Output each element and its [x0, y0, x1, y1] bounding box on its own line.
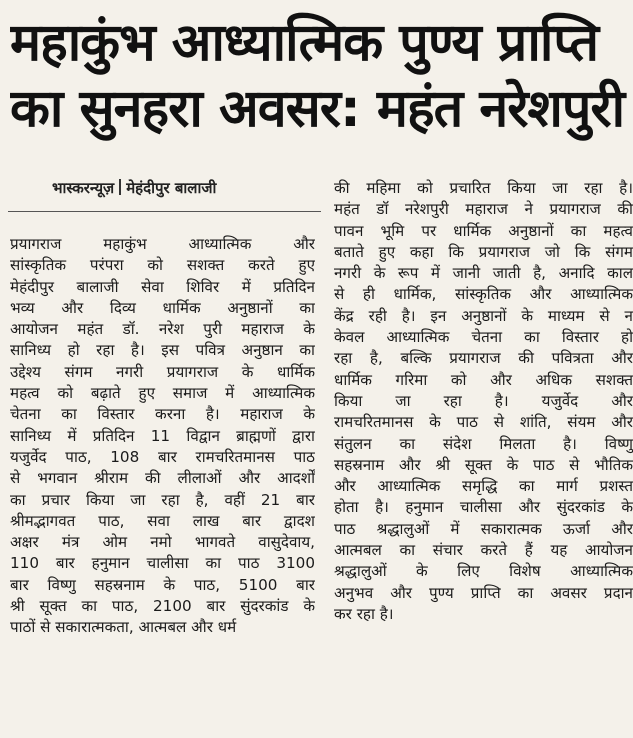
article-line: केवल आध्यात्मिक चेतना का विस्तार हो: [334, 328, 633, 347]
article-line: महंत डॉ नरेशपुरी महाराज ने प्रयागराज की: [334, 200, 633, 219]
article-line: बार विष्णु सहस्रनाम के पाठ, 5100 बार: [10, 575, 315, 594]
article-line: से भगवान श्रीराम की लीलाओं और आदर्शों: [10, 469, 315, 488]
article-line: अक्षर मंत्र ओम नमो भागवते वासुदेवाय,: [10, 533, 315, 552]
byline-separator: [119, 179, 121, 195]
article-line: पाठों से सकारात्मकता, आत्मबल और धर्म: [10, 618, 237, 637]
article-line: से ही धार्मिक, सांस्कृतिक और आध्यात्मिक: [334, 285, 633, 304]
article-line: मेहंदीपुर बालाजी सेवा शिविर में प्रतिदिन: [10, 277, 315, 296]
article-line: महत्व को बढ़ाते हुए समाज में आध्यात्मिक: [10, 384, 315, 403]
headline: [10, 10, 633, 142]
article-line: चेतना का विस्तार करना है। महाराज के: [10, 405, 315, 424]
article-column-1: [10, 234, 315, 639]
article-column-2: [334, 178, 633, 625]
article-line: 110 बार हनुमान चालीसा का पाठ 3100: [10, 554, 315, 573]
article-line: पावन भूमि पर धार्मिक अनुष्ठानों का महत्व: [334, 221, 633, 240]
article-line: सहस्रनाम और श्री सूक्त के पाठ से भौतिक: [334, 455, 633, 474]
article-line: रहा है, बल्कि प्रयागराज की पवित्रता और: [334, 349, 633, 368]
article-line: केंद्र रही है। इन अनुष्ठानों के माध्यम से न: [334, 306, 633, 325]
article-line: संतुलन का संदेश मिलता है। विष्णु: [334, 434, 633, 453]
article-line: नगरी के रूप में जानी जाती है, अनादि काल: [334, 264, 633, 283]
headline-line-2: का सुनहरा अवसर: महंत नरेशपुरी: [10, 79, 625, 139]
article-line: आयोजन महंत डॉ. नरेश पुरी महाराज के: [10, 320, 315, 339]
article-line: किया जा रहा है। यजुर्वेद और: [334, 391, 633, 410]
article-line: पाठ श्रद्धालुओं में सकारात्मक ऊर्जा और: [334, 519, 633, 538]
article-line: होता है। हनुमान चालीसा और सुंदरकांड के: [334, 498, 633, 517]
article-line: बताते हुए कहा कि प्रयागराज जो कि संगम: [334, 242, 633, 261]
byline: [52, 178, 312, 198]
headline-line-1: महाकुंभ आध्यात्मिक पुण्य प्राप्ति: [10, 13, 598, 73]
article-line: कर रहा है।: [334, 604, 394, 623]
article-line: यजुर्वेद पाठ, 108 बार रामचरितमानस पाठ: [10, 447, 315, 466]
article-line: का प्रचार किया जा रहा है, वहीं 21 बार: [10, 490, 315, 509]
article-line: की महिमा को प्रचारित किया जा रहा है।: [334, 179, 633, 197]
article-line: सानिध्य में प्रतिदिन 11 विद्वान ब्राह्मणों द्वारा: [10, 426, 315, 445]
article-line: भव्य और दिव्य धार्मिक अनुष्ठानों का: [10, 298, 315, 317]
byline-divider: [8, 211, 321, 212]
byline-location: मेहंदीपुर बालाजी: [126, 179, 217, 197]
article-line: आत्मबल का संचार करते हैं यह आयोजन: [334, 541, 633, 560]
article-line: धार्मिक गरिमा को और अधिक सशक्त: [334, 370, 633, 389]
byline-source: भास्करन्यूज़: [52, 179, 115, 197]
article-line: श्रीमद्भागवत पाठ, सवा लाख बार द्वादश: [10, 511, 315, 530]
article-line: रामचरितमानस के पाठ से शांति, संयम और: [334, 413, 633, 432]
article-line: उद्देश्य संगम नगरी प्रयागराज के धार्मिक: [10, 362, 315, 381]
article-line: प्रयागराज महाकुंभ आध्यात्मिक और: [10, 235, 315, 253]
article-line: श्रद्धालुओं के लिए विशेष आध्यात्मिक: [334, 562, 633, 581]
article-line: और आध्यात्मिक समृद्धि का मार्ग प्रशस्त: [334, 477, 633, 496]
article-line: सांस्कृतिक परंपरा को सशक्त करते हुए: [10, 256, 315, 275]
article-line: सानिध्य हो रहा है। इस पवित्र अनुष्ठान का: [10, 341, 315, 360]
article-line: श्री सूक्त का पाठ, 2100 बार सुंदरकांड के: [10, 597, 315, 616]
article-line: अनुभव और पुण्य प्राप्ति का अवसर प्रदान: [334, 583, 633, 602]
